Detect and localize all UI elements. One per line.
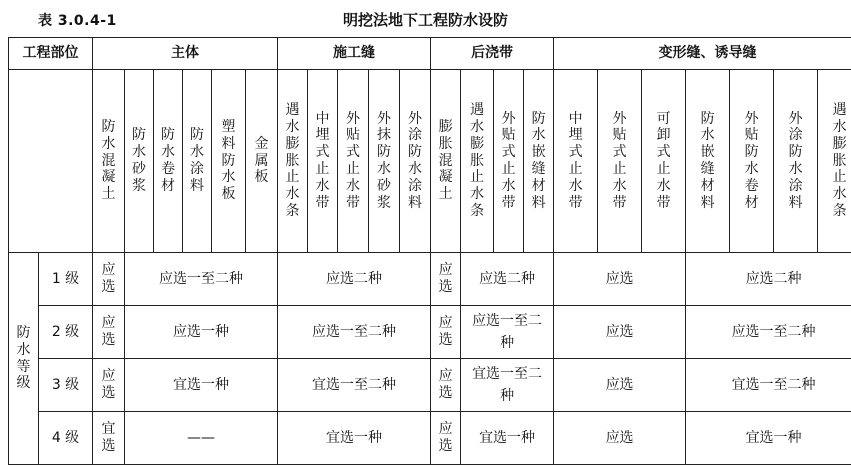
col-header: 外 贴 式 止 水 带 bbox=[598, 70, 642, 253]
col-header: 膨 胀 混 凝 土 bbox=[431, 70, 461, 253]
concrete-cell: 应 选 bbox=[93, 253, 125, 306]
header-row-groups bbox=[9, 38, 851, 70]
deformation-choice-cell: 宜选一种 bbox=[686, 412, 851, 465]
post-concrete-cell: 应 选 bbox=[431, 253, 461, 306]
group-header-deformation-joint: 变形缝、诱导缝 bbox=[554, 38, 851, 70]
grade-cell: 3 级 bbox=[39, 359, 93, 412]
deformation-choice-cell: 宜选一至二种 bbox=[686, 359, 851, 412]
table-caption bbox=[0, 6, 851, 32]
table-row bbox=[9, 306, 851, 359]
concrete-cell: 宜 选 bbox=[93, 412, 125, 465]
waterproofing-table bbox=[8, 37, 851, 465]
deformation-required-cell: 应选 bbox=[554, 359, 686, 412]
col-header: 中 埋 式 止 水 带 bbox=[308, 70, 338, 253]
project-part-header: 工程部位 bbox=[9, 38, 93, 70]
table-row bbox=[9, 359, 851, 412]
deformation-required-cell: 应选 bbox=[554, 253, 686, 306]
col-header: 防 水 嵌 缝 材 料 bbox=[524, 70, 554, 253]
table-row bbox=[9, 412, 851, 465]
post-cell: 宜选一种 bbox=[461, 412, 554, 465]
col-header: 遇 水 膨 胀 止 水 条 bbox=[461, 70, 494, 253]
col-header: 外 贴 防 水 卷 材 bbox=[730, 70, 774, 253]
post-concrete-cell: 应 选 bbox=[431, 306, 461, 359]
deformation-choice-cell: 应选一至二种 bbox=[686, 306, 851, 359]
col-header: 防 水 涂 料 bbox=[183, 70, 212, 253]
col-header: 外 贴 式 止 水 带 bbox=[338, 70, 369, 253]
col-header: 防 水 卷 材 bbox=[154, 70, 183, 253]
col-header: 防 水 混 凝 土 bbox=[93, 70, 125, 253]
measures-header bbox=[9, 70, 93, 253]
col-header: 遇 水 膨 胀 止 水 条 bbox=[278, 70, 308, 253]
grade-cell: 1 级 bbox=[39, 253, 93, 306]
group-header-post-pour-strip: 后浇带 bbox=[431, 38, 554, 70]
joint-cell: 应选二种 bbox=[278, 253, 431, 306]
grade-cell: 4 级 bbox=[39, 412, 93, 465]
col-header: 中 埋 式 止 水 带 bbox=[554, 70, 598, 253]
col-header: 防 水 嵌 缝 材 料 bbox=[686, 70, 730, 253]
post-concrete-cell: 应 选 bbox=[431, 359, 461, 412]
post-cell: 应选一至二 种 bbox=[461, 306, 554, 359]
main-cell: —— bbox=[125, 412, 278, 465]
main-cell: 应选一种 bbox=[125, 306, 278, 359]
deformation-required-cell: 应选 bbox=[554, 412, 686, 465]
col-header: 外 贴 式 止 水 带 bbox=[494, 70, 524, 253]
group-header-main: 主体 bbox=[93, 38, 278, 70]
col-header: 外 抹 防 水 砂 浆 bbox=[369, 70, 400, 253]
joint-cell: 应选一至二种 bbox=[278, 306, 431, 359]
col-header: 外 涂 防 水 涂 料 bbox=[774, 70, 818, 253]
joint-cell: 宜选一种 bbox=[278, 412, 431, 465]
col-header: 塑 料 防 水 板 bbox=[212, 70, 246, 253]
table-number: 表 3.0.4-1 bbox=[38, 13, 117, 29]
joint-cell: 宜选一至二种 bbox=[278, 359, 431, 412]
table-row bbox=[9, 253, 851, 306]
col-header: 防 水 砂 浆 bbox=[125, 70, 154, 253]
grade-label: 防 水 等 级 bbox=[9, 253, 39, 465]
table-title: 明挖法地下工程防水设防 bbox=[342, 11, 508, 29]
col-header: 遇 水 膨 胀 止 水 条 bbox=[818, 70, 851, 253]
main-cell: 宜选一种 bbox=[125, 359, 278, 412]
post-concrete-cell: 应 选 bbox=[431, 412, 461, 465]
post-cell: 宜选一至二 种 bbox=[461, 359, 554, 412]
grade-cell: 2 级 bbox=[39, 306, 93, 359]
header-row-columns bbox=[9, 70, 851, 253]
deformation-choice-cell: 应选二种 bbox=[686, 253, 851, 306]
col-header: 外 涂 防 水 涂 料 bbox=[400, 70, 431, 253]
concrete-cell: 应 选 bbox=[93, 359, 125, 412]
post-cell: 应选二种 bbox=[461, 253, 554, 306]
main-cell: 应选一至二种 bbox=[125, 253, 278, 306]
group-header-construction-joint: 施工缝 bbox=[278, 38, 431, 70]
col-header: 金 属 板 bbox=[246, 70, 278, 253]
deformation-required-cell: 应选 bbox=[554, 306, 686, 359]
concrete-cell: 应 选 bbox=[93, 306, 125, 359]
col-header: 可 卸 式 止 水 带 bbox=[642, 70, 686, 253]
